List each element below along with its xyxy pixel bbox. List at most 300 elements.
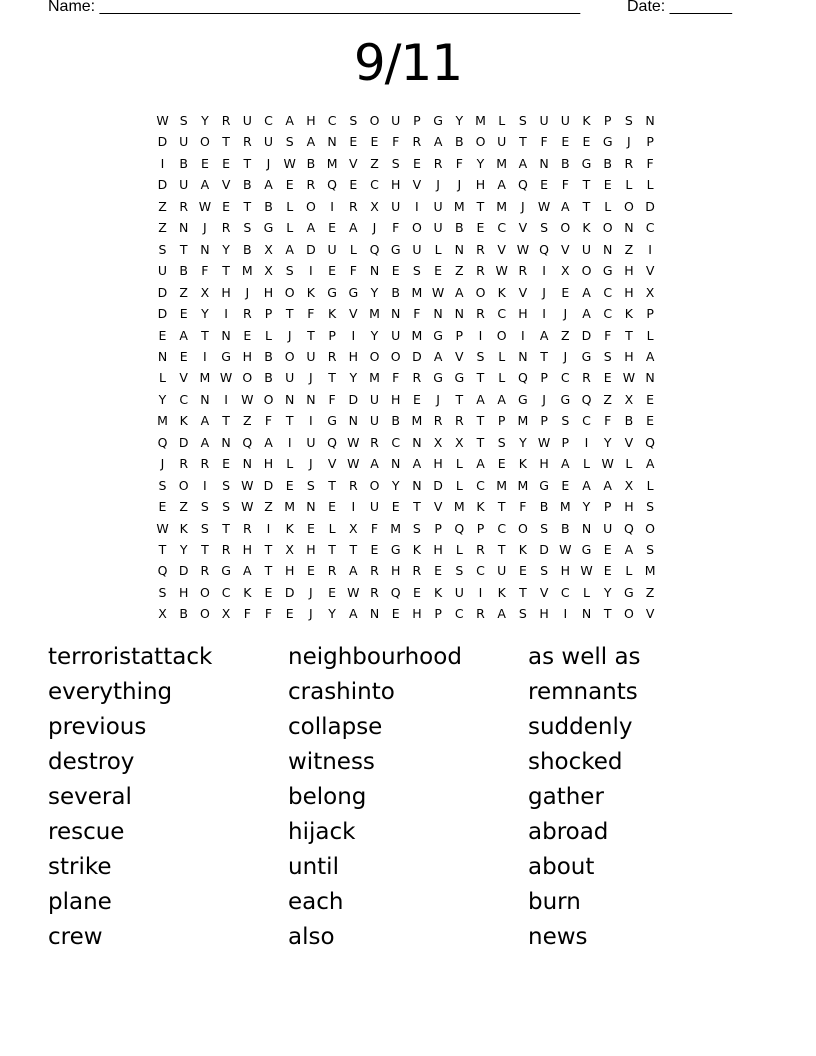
grid-letter: A — [306, 134, 316, 150]
grid-letter: Y — [349, 370, 358, 386]
grid-letter: J — [309, 370, 313, 386]
grid-letter: O — [369, 113, 380, 128]
grid-letter: R — [306, 177, 316, 193]
grid-letter: C — [391, 434, 401, 450]
grid-letter: O — [178, 477, 189, 493]
grid-letter: N — [624, 220, 634, 236]
word-list-item: shocked — [528, 749, 623, 775]
grid-letter: E — [603, 563, 612, 579]
grid-letter: A — [433, 134, 443, 150]
grid-letter: K — [476, 499, 485, 515]
grid-letter: R — [582, 370, 591, 386]
grid-letter: T — [264, 542, 273, 557]
grid-letter: D — [157, 284, 168, 300]
grid-letter: A — [264, 177, 273, 193]
grid-letter: M — [241, 263, 253, 279]
grid-letter: Z — [603, 391, 612, 407]
grid-letter: H — [263, 456, 274, 472]
grid-letter: E — [561, 134, 570, 150]
grid-letter: I — [224, 391, 228, 407]
grid-letter: E — [412, 391, 421, 407]
grid-letter: V — [561, 241, 570, 257]
grid-letter: R — [433, 413, 443, 429]
grid-letter: H — [624, 499, 634, 515]
grid-letter: V — [624, 434, 634, 450]
grid-letter: M — [390, 520, 402, 536]
grid-letter: W — [241, 477, 254, 493]
grid-letter: H — [348, 348, 358, 364]
grid-letter: N — [348, 413, 358, 429]
grid-letter: U — [179, 177, 189, 193]
grid-letter: X — [624, 477, 634, 493]
grid-letter: S — [646, 499, 655, 515]
grid-letter: A — [518, 155, 528, 171]
grid-letter: E — [264, 584, 273, 600]
grid-letter: T — [328, 542, 336, 557]
grid-letter: Z — [243, 413, 252, 429]
grid-letter: M — [517, 477, 529, 493]
grid-letter: O — [390, 348, 401, 364]
grid-letter: N — [645, 113, 655, 128]
grid-letter: Q — [157, 434, 168, 450]
grid-letter: F — [540, 134, 548, 150]
grid-letter: T — [201, 327, 209, 343]
grid-letter: F — [201, 263, 209, 279]
grid-letter: I — [203, 477, 207, 493]
grid-letter: S — [391, 155, 400, 171]
grid-letter: A — [497, 606, 506, 622]
grid-letter: J — [309, 584, 313, 600]
grid-letter: O — [623, 606, 634, 622]
grid-letter: P — [434, 520, 442, 536]
grid-letter: I — [351, 499, 356, 515]
word-list-item: until — [288, 854, 339, 880]
grid-letter: S — [412, 520, 421, 536]
grid-letter: A — [455, 284, 464, 300]
grid-letter: S — [624, 113, 633, 128]
grid-letter: B — [539, 499, 549, 515]
grid-letter: Z — [264, 499, 273, 515]
grid-letter: Y — [476, 155, 485, 171]
grid-letter: J — [309, 456, 313, 472]
grid-letter: T — [603, 606, 612, 622]
grid-letter: H — [539, 456, 549, 472]
grid-letter: T — [476, 198, 485, 214]
grid-letter: P — [646, 306, 654, 322]
word-list-item: burn — [528, 889, 581, 915]
grid-letter: U — [242, 113, 252, 128]
grid-letter: E — [540, 177, 549, 193]
grid-letter: R — [221, 542, 231, 557]
grid-letter: Q — [581, 391, 592, 407]
grid-letter: Y — [370, 284, 379, 300]
grid-letter: M — [453, 499, 465, 515]
grid-letter: R — [476, 542, 485, 557]
grid-letter: X — [264, 241, 273, 257]
grid-letter: R — [433, 155, 443, 171]
grid-letter: A — [497, 391, 506, 407]
grid-letter: S — [518, 606, 527, 622]
word-list-item: hijack — [288, 819, 356, 845]
grid-letter: S — [179, 113, 188, 128]
grid-letter: W — [156, 520, 169, 536]
grid-letter: L — [625, 563, 633, 579]
grid-letter: F — [604, 413, 612, 429]
grid-letter: R — [179, 456, 189, 472]
word-list-item: terroristattack — [48, 644, 213, 670]
grid-letter: O — [199, 606, 210, 622]
grid-letter: Z — [179, 284, 188, 300]
grid-letter: X — [370, 198, 379, 214]
grid-letter: F — [392, 220, 400, 236]
grid-letter: W — [537, 434, 551, 450]
grid-letter: J — [245, 284, 250, 300]
grid-letter: C — [603, 284, 613, 300]
grid-letter: N — [369, 263, 380, 279]
grid-letter: Z — [624, 241, 634, 257]
grid-letter: X — [455, 434, 464, 450]
grid-letter: L — [646, 477, 654, 493]
grid-letter: B — [624, 413, 634, 429]
grid-letter: S — [412, 263, 421, 279]
grid-letter: M — [411, 327, 423, 343]
grid-letter: S — [222, 477, 231, 493]
grid-letter: E — [412, 584, 421, 600]
grid-letter: V — [455, 348, 464, 364]
grid-letter: R — [370, 563, 379, 579]
grid-letter: W — [283, 155, 296, 171]
grid-letter: D — [645, 198, 655, 214]
grid-letter: Q — [157, 563, 168, 579]
grid-letter: G — [433, 113, 443, 128]
grid-letter: C — [264, 113, 273, 128]
grid-letter: L — [455, 477, 463, 493]
grid-letter: N — [391, 306, 401, 322]
grid-letter: N — [412, 477, 422, 493]
grid-letter: O — [369, 348, 380, 364]
grid-letter: O — [284, 284, 295, 300]
grid-letter: E — [497, 456, 506, 472]
grid-letter: C — [497, 520, 507, 536]
grid-letter: I — [478, 584, 483, 600]
grid-letter: U — [497, 563, 507, 579]
grid-letter: G — [581, 542, 592, 557]
word-list-item: abroad — [528, 819, 609, 845]
grid-letter: R — [476, 606, 485, 622]
grid-letter: T — [285, 413, 294, 429]
grid-letter: E — [603, 542, 612, 557]
grid-letter: I — [584, 434, 589, 450]
grid-letter: G — [602, 263, 613, 279]
grid-letter: U — [306, 434, 316, 450]
grid-letter: A — [433, 348, 443, 364]
grid-letter: H — [263, 284, 274, 300]
grid-letter: X — [200, 284, 210, 300]
grid-letter: C — [560, 370, 570, 386]
grid-letter: J — [521, 198, 525, 214]
grid-letter: S — [158, 477, 167, 493]
grid-letter: A — [645, 348, 655, 364]
grid-letter: E — [222, 198, 231, 214]
grid-letter: O — [645, 520, 656, 536]
grid-letter: G — [433, 327, 443, 343]
grid-letter: G — [221, 348, 231, 364]
grid-letter: C — [560, 584, 570, 600]
grid-letter: P — [328, 327, 336, 343]
grid-letter: P — [603, 499, 612, 515]
grid-letter: H — [284, 563, 295, 579]
grid-letter: V — [179, 370, 188, 386]
grid-letter: S — [455, 563, 464, 579]
grid-letter: C — [454, 606, 464, 622]
grid-letter: Y — [158, 391, 167, 407]
grid-letter: Z — [158, 220, 167, 236]
grid-letter: A — [179, 327, 188, 343]
grid-letter: X — [624, 391, 634, 407]
grid-letter: G — [581, 348, 592, 364]
grid-letter: Q — [645, 434, 656, 450]
grid-letter: M — [496, 155, 508, 171]
grid-letter: S — [540, 563, 549, 579]
grid-letter: K — [285, 520, 294, 536]
grid-letter: B — [455, 220, 464, 236]
grid-letter: L — [328, 520, 336, 536]
grid-letter: J — [627, 134, 631, 150]
grid-letter: E — [200, 155, 209, 171]
grid-letter: G — [390, 542, 401, 557]
word-list-item: each — [288, 889, 344, 915]
grid-letter: K — [179, 520, 188, 536]
grid-letter: F — [519, 499, 527, 515]
grid-letter: E — [243, 327, 252, 343]
word-list-item: suddenly — [528, 714, 633, 740]
grid-letter: A — [624, 542, 634, 557]
grid-letter: D — [433, 477, 443, 493]
grid-letter: U — [433, 198, 443, 214]
grid-letter: R — [221, 113, 231, 128]
grid-letter: G — [624, 584, 634, 600]
grid-letter: R — [370, 434, 379, 450]
grid-letter: A — [603, 477, 612, 493]
grid-letter: J — [542, 284, 546, 300]
grid-letter: X — [645, 284, 655, 300]
grid-letter: Z — [179, 499, 188, 515]
grid-letter: R — [327, 563, 337, 579]
grid-letter: E — [328, 499, 337, 515]
grid-letter: H — [390, 177, 401, 193]
grid-letter: T — [476, 434, 485, 450]
grid-letter: K — [327, 306, 337, 322]
grid-letter: M — [199, 370, 211, 386]
grid-letter: G — [221, 563, 231, 579]
word-list-item: strike — [48, 854, 112, 880]
grid-letter: L — [604, 198, 612, 214]
grid-letter: M — [559, 499, 571, 515]
grid-letter: N — [433, 306, 443, 322]
grid-letter: U — [412, 241, 422, 257]
grid-letter: M — [411, 284, 423, 300]
grid-letter: R — [348, 477, 358, 493]
grid-letter: E — [285, 606, 294, 622]
grid-letter: X — [349, 520, 358, 536]
date-field-label: Date: _______ — [627, 0, 732, 15]
grid-letter: Q — [517, 177, 528, 193]
grid-letter: X — [264, 263, 273, 279]
grid-letter: J — [309, 606, 313, 622]
grid-letter: B — [179, 155, 188, 171]
grid-letter: G — [454, 370, 465, 386]
word-list-item: belong — [288, 784, 367, 810]
grid-letter: A — [476, 391, 485, 407]
grid-letter: B — [603, 155, 612, 171]
grid-letter: B — [561, 520, 570, 536]
grid-letter: T — [625, 327, 633, 343]
grid-letter: R — [327, 348, 337, 364]
grid-letter: U — [391, 113, 401, 128]
grid-letter: T — [476, 370, 485, 386]
grid-letter: I — [351, 327, 356, 343]
grid-letter: W — [622, 370, 636, 386]
grid-letter: N — [200, 241, 210, 257]
grid-letter: N — [454, 241, 464, 257]
grid-letter: Y — [222, 241, 230, 257]
grid-letter: W — [347, 434, 360, 450]
grid-letter: L — [455, 542, 463, 557]
grid-letter: S — [540, 520, 549, 536]
grid-letter: U — [157, 263, 168, 279]
grid-letter: T — [540, 348, 548, 364]
grid-letter: M — [326, 155, 338, 171]
grid-letter: P — [540, 370, 548, 386]
grid-letter: N — [242, 456, 252, 472]
word-list-item: neighbourhood — [288, 644, 462, 670]
grid-letter: C — [179, 391, 189, 407]
grid-letter: M — [411, 413, 423, 429]
grid-letter: W — [347, 584, 360, 600]
grid-letter: D — [157, 306, 168, 322]
grid-letter: A — [497, 177, 506, 193]
grid-letter: O — [475, 134, 486, 150]
grid-letter: A — [200, 434, 210, 450]
grid-letter: M — [644, 563, 656, 579]
grid-letter: B — [264, 370, 273, 386]
grid-letter: D — [178, 434, 189, 450]
grid-letter: J — [563, 306, 568, 322]
grid-letter: E — [561, 477, 570, 493]
grid-letter: N — [179, 220, 189, 236]
grid-letter: K — [433, 584, 443, 600]
word-list-item: everything — [48, 679, 173, 705]
grid-letter: W — [431, 284, 445, 300]
grid-letter: S — [646, 542, 655, 557]
grid-letter: S — [200, 499, 209, 515]
grid-letter: A — [306, 220, 316, 236]
grid-letter: O — [199, 584, 210, 600]
grid-letter: F — [646, 155, 654, 171]
grid-letter: D — [157, 134, 168, 150]
grid-letter: J — [542, 391, 546, 407]
grid-letter: C — [497, 220, 507, 236]
grid-letter: O — [411, 220, 422, 236]
grid-letter: S — [200, 520, 209, 536]
grid-letter: L — [434, 241, 442, 257]
grid-letter: W — [559, 542, 572, 557]
grid-letter: L — [286, 198, 294, 214]
grid-letter: K — [243, 584, 252, 600]
grid-letter: E — [179, 348, 188, 364]
grid-letter: E — [434, 563, 443, 579]
grid-letter: P — [434, 606, 442, 622]
grid-letter: T — [222, 413, 230, 429]
grid-letter: Q — [242, 434, 253, 450]
grid-letter: I — [203, 348, 207, 364]
grid-letter: K — [412, 542, 421, 557]
grid-letter: T — [201, 542, 209, 557]
grid-letter: C — [645, 220, 655, 236]
grid-letter: C — [370, 177, 379, 193]
grid-letter: Y — [201, 306, 209, 322]
grid-letter: K — [179, 413, 188, 429]
grid-letter: Z — [370, 155, 379, 171]
word-list-item: witness — [288, 749, 375, 775]
grid-letter: U — [369, 413, 380, 429]
grid-letter: S — [243, 220, 252, 236]
grid-letter: E — [391, 263, 400, 279]
grid-letter: X — [285, 542, 294, 557]
grid-letter: O — [496, 327, 507, 343]
grid-letter: B — [179, 263, 188, 279]
grid-letter: T — [243, 198, 252, 214]
grid-letter: M — [517, 413, 529, 429]
grid-letter: H — [390, 391, 401, 407]
grid-letter: R — [476, 241, 485, 257]
grid-letter: V — [539, 584, 549, 600]
grid-letter: F — [413, 306, 421, 322]
grid-letter: N — [454, 306, 464, 322]
grid-letter: F — [349, 263, 357, 279]
grid-letter: H — [624, 263, 634, 279]
grid-letter: D — [348, 391, 359, 407]
grid-letter: W — [241, 391, 254, 407]
word-list-item: remnants — [528, 679, 638, 705]
grid-letter: F — [455, 155, 463, 171]
grid-letter: T — [413, 499, 421, 515]
word-list-item: news — [528, 924, 588, 950]
grid-letter: Z — [455, 263, 464, 279]
grid-letter: S — [540, 220, 549, 236]
grid-letter: B — [391, 284, 400, 300]
grid-letter: C — [497, 306, 507, 322]
grid-letter: E — [391, 606, 400, 622]
grid-letter: Y — [328, 606, 336, 622]
grid-letter: H — [518, 306, 528, 322]
grid-letter: A — [645, 456, 655, 472]
grid-letter: E — [561, 284, 570, 300]
grid-letter: A — [285, 241, 294, 257]
grid-letter: B — [264, 348, 273, 364]
grid-letter: L — [625, 456, 633, 472]
grid-letter: U — [539, 113, 549, 128]
grid-letter: E — [603, 177, 612, 193]
grid-letter: R — [412, 134, 422, 150]
grid-letter: B — [455, 134, 464, 150]
grid-letter: S — [603, 348, 612, 364]
grid-letter: H — [624, 284, 634, 300]
word-list-item: collapse — [288, 714, 383, 740]
grid-letter: V — [349, 306, 358, 322]
grid-letter: R — [476, 263, 485, 279]
grid-letter: J — [372, 220, 377, 236]
